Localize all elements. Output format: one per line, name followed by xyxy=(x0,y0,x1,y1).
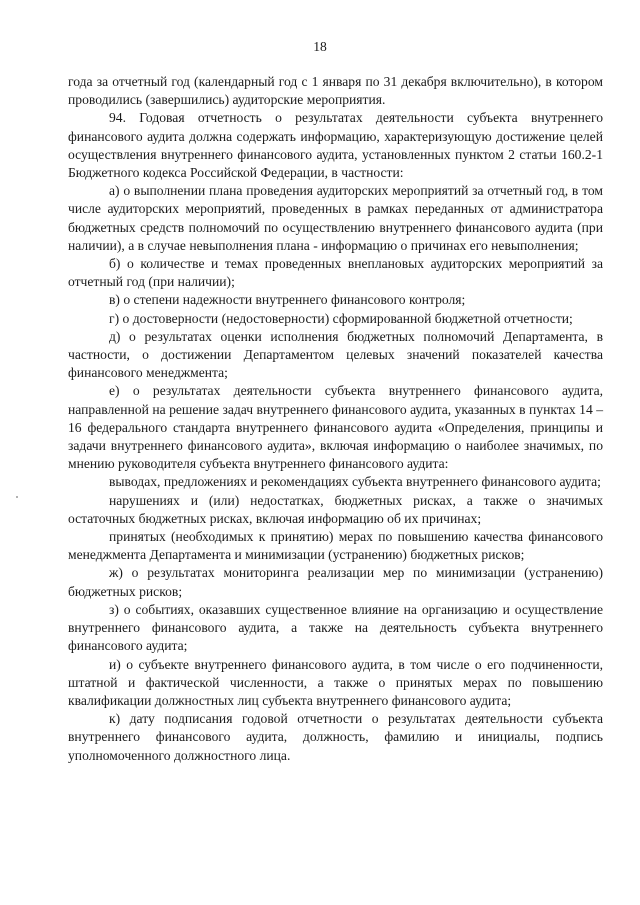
subitem-measures: принятых (необходимых к принятию) мерах по повышению качества финансового менеджмента Департамента и минимизации (устранению) бюджетных рисков; xyxy=(68,529,603,563)
item-z: з) о событиях, оказавших существенное влияние на организацию и осуществление внутреннего финансового аудита, а также на деятельность субъекта внутреннего финансового аудита; xyxy=(68,601,603,654)
item-a: а) о выполнении плана проведения аудиторских мероприятий за отчетный год, в том числе аудиторских мероприятий, проведенных в рамках переданных от администратора бюджетных средств полномочий по осуществлению внутреннего финансового аудита (при наличии), а в случае невыполнения плана - информацию о причинах его невыполнения; xyxy=(68,183,603,253)
subitem-violations: нарушениях и (или) недостатках, бюджетных рисках, а также о значимых остаточных бюджетных рисках, включая информацию об их причинах; xyxy=(68,492,603,526)
item-d: д) о результатах оценки исполнения бюджетных полномочий Департамента, в частности, о достижении Департаментом целевых значений показателей качества финансового менеджмента; xyxy=(68,328,603,381)
paragraph-94: 94. Годовая отчетность о результатах деятельности субъекта внутреннего финансового аудита должна содержать информацию, характеризующую достижение целей осуществления внутреннего финансового аудита, установленных пунктом 2 статьи 160.2-1 Бюджетного кодекса Российской Федерации, в частности: xyxy=(68,110,603,181)
item-e: е) о результатах деятельности субъекта внутреннего финансового аудита, направленной на решение задач внутреннего финансового аудита, указанных в пунктах 14 – 16 федерального стандарта внутреннего финансового аудита «Определения, принципы и задачи внутреннего финансового аудита», включая информацию о наиболее значимых, по мнению руководителя субъекта внутреннего финансового аудита: xyxy=(68,383,603,472)
subitem-conclusions: выводах, предложениях и рекомендациях субъекта внутреннего финансового аудита; xyxy=(109,474,601,490)
margin-mark xyxy=(16,496,18,498)
item-g: г) о достоверности (недостоверности) сформированной бюджетной отчетности; xyxy=(109,310,573,326)
item-v: в) о степени надежности внутреннего финансового контроля; xyxy=(109,292,466,308)
item-i: и) о субъекте внутреннего финансового аудита, в том числе о его подчиненности, штатной и фактической численности, а также о принятых мерах по повышению квалификации должностных лиц субъекта внутреннего финансового аудита; xyxy=(68,656,603,708)
item-zh: ж) о результатах мониторинга реализации мер по минимизации (устранению) бюджетных рисков; xyxy=(68,565,603,599)
item-k: к) дату подписания годовой отчетности о результатах деятельности субъекта внутреннего финансового аудита, должность, фамилию и инициалы, подпись уполномоченного должностного лица. xyxy=(68,711,603,763)
paragraph-continuation: года за отчетный год (календарный год с 1 января по 31 декабря включительно), в котором проводились (завершились) аудиторские мероприятия. xyxy=(68,74,603,108)
document-body xyxy=(68,73,603,765)
page-number: 18 xyxy=(313,39,327,54)
item-b: б) о количестве и темах проведенных внеплановых аудиторских мероприятий за отчетный год (при наличии); xyxy=(68,256,603,290)
